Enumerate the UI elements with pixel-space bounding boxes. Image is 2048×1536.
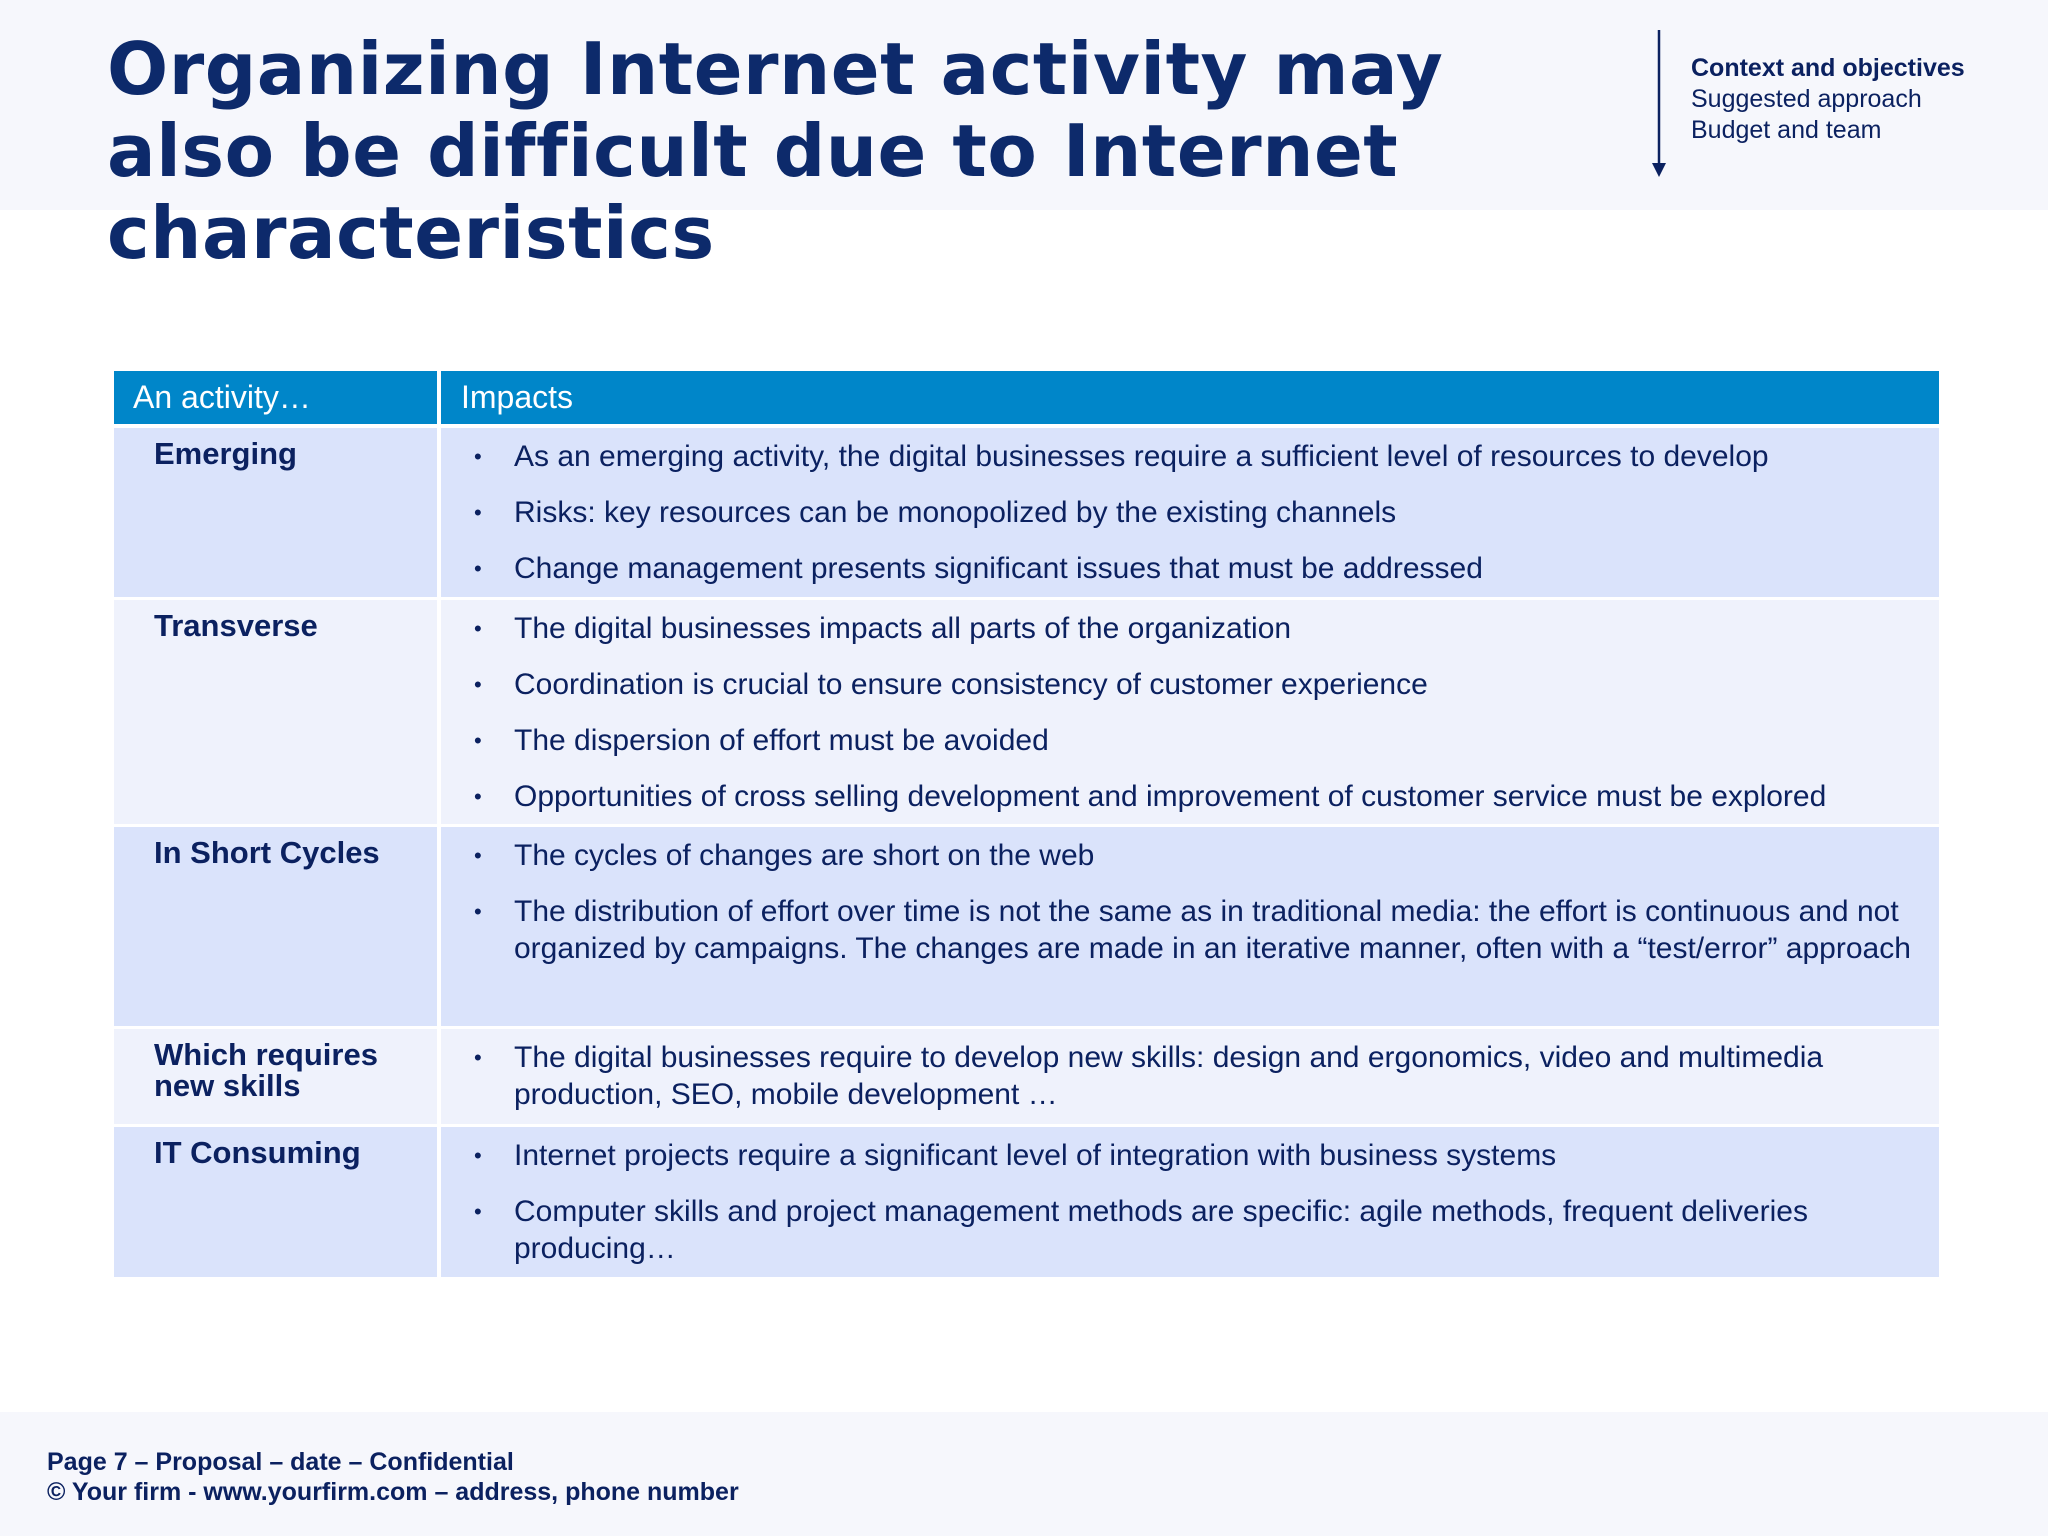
impacts-cell [441, 600, 1939, 824]
impact-item: • Coordination is crucial to ensure consistency of customer experience [474, 666, 1919, 703]
table-row-it-consuming [114, 1127, 1939, 1277]
impact-item: • Internet projects require a significant level of integration with business systems [474, 1137, 1919, 1174]
header-impacts: Impacts [461, 379, 574, 415]
impact-item: • The digital businesses require to develop new skills: design and ergonomics, video and multimedia production, SEO, mobile development … [474, 1039, 1919, 1113]
header-activity: An activity… [114, 371, 441, 424]
footer [47, 1447, 739, 1507]
page-title: Organizing Internet activity may also be difficult due to Internet characteristics [107, 27, 1444, 275]
section-nav [1691, 53, 1965, 146]
impacts-cell [441, 827, 1939, 1026]
table-row-new-skills [114, 1029, 1939, 1127]
impact-item: • Risks: key resources can be monopolized by the existing channels [474, 494, 1919, 531]
impact-item: • The digital businesses impacts all parts of the organization [474, 610, 1919, 647]
nav-item-budget[interactable]: Budget and team [1691, 116, 1882, 144]
impact-item: • The cycles of changes are short on the web [474, 837, 1919, 874]
arrow-down-icon [1651, 30, 1667, 178]
table-row-emerging [114, 428, 1939, 600]
impacts-cell [441, 428, 1939, 597]
impact-item: • The dispersion of effort must be avoided [474, 722, 1919, 759]
impacts-cell [441, 1029, 1939, 1124]
activity-impacts-table [114, 371, 1939, 1277]
activity-label: IT Consuming [114, 1127, 441, 1277]
footer-page-info: Page 7 – Proposal – date – Confidential [47, 1448, 514, 1476]
impact-item: • Computer skills and project management methods are specific: agile methods, frequent deliveries producing… [474, 1193, 1919, 1267]
impact-item: • The distribution of effort over time is not the same as in traditional media: the effort is continuous and not organized by campaigns. The changes are made in an iterative manner, often with a “test/error” approach [474, 893, 1919, 967]
impact-item: • Opportunities of cross selling development and improvement of customer service must be explored [474, 778, 1919, 815]
activity-label: In Short Cycles [114, 827, 441, 1026]
nav-item-context[interactable]: Context and objectives [1691, 54, 1965, 82]
table-header [114, 371, 1939, 428]
table-row-transverse [114, 600, 1939, 827]
activity-label: Which requires new skills [114, 1029, 441, 1124]
table-row-short-cycles [114, 827, 1939, 1029]
footer-copyright: © Your firm - www.yourfirm.com – address, phone number [47, 1478, 739, 1506]
activity-label: Emerging [114, 428, 441, 597]
impact-item: • Change management presents significant issues that must be addressed [474, 550, 1919, 587]
impact-item: • As an emerging activity, the digital businesses require a sufficient level of resources to develop [474, 438, 1919, 475]
activity-label: Transverse [114, 600, 441, 824]
impacts-cell [441, 1127, 1939, 1277]
nav-item-approach[interactable]: Suggested approach [1691, 85, 1922, 113]
